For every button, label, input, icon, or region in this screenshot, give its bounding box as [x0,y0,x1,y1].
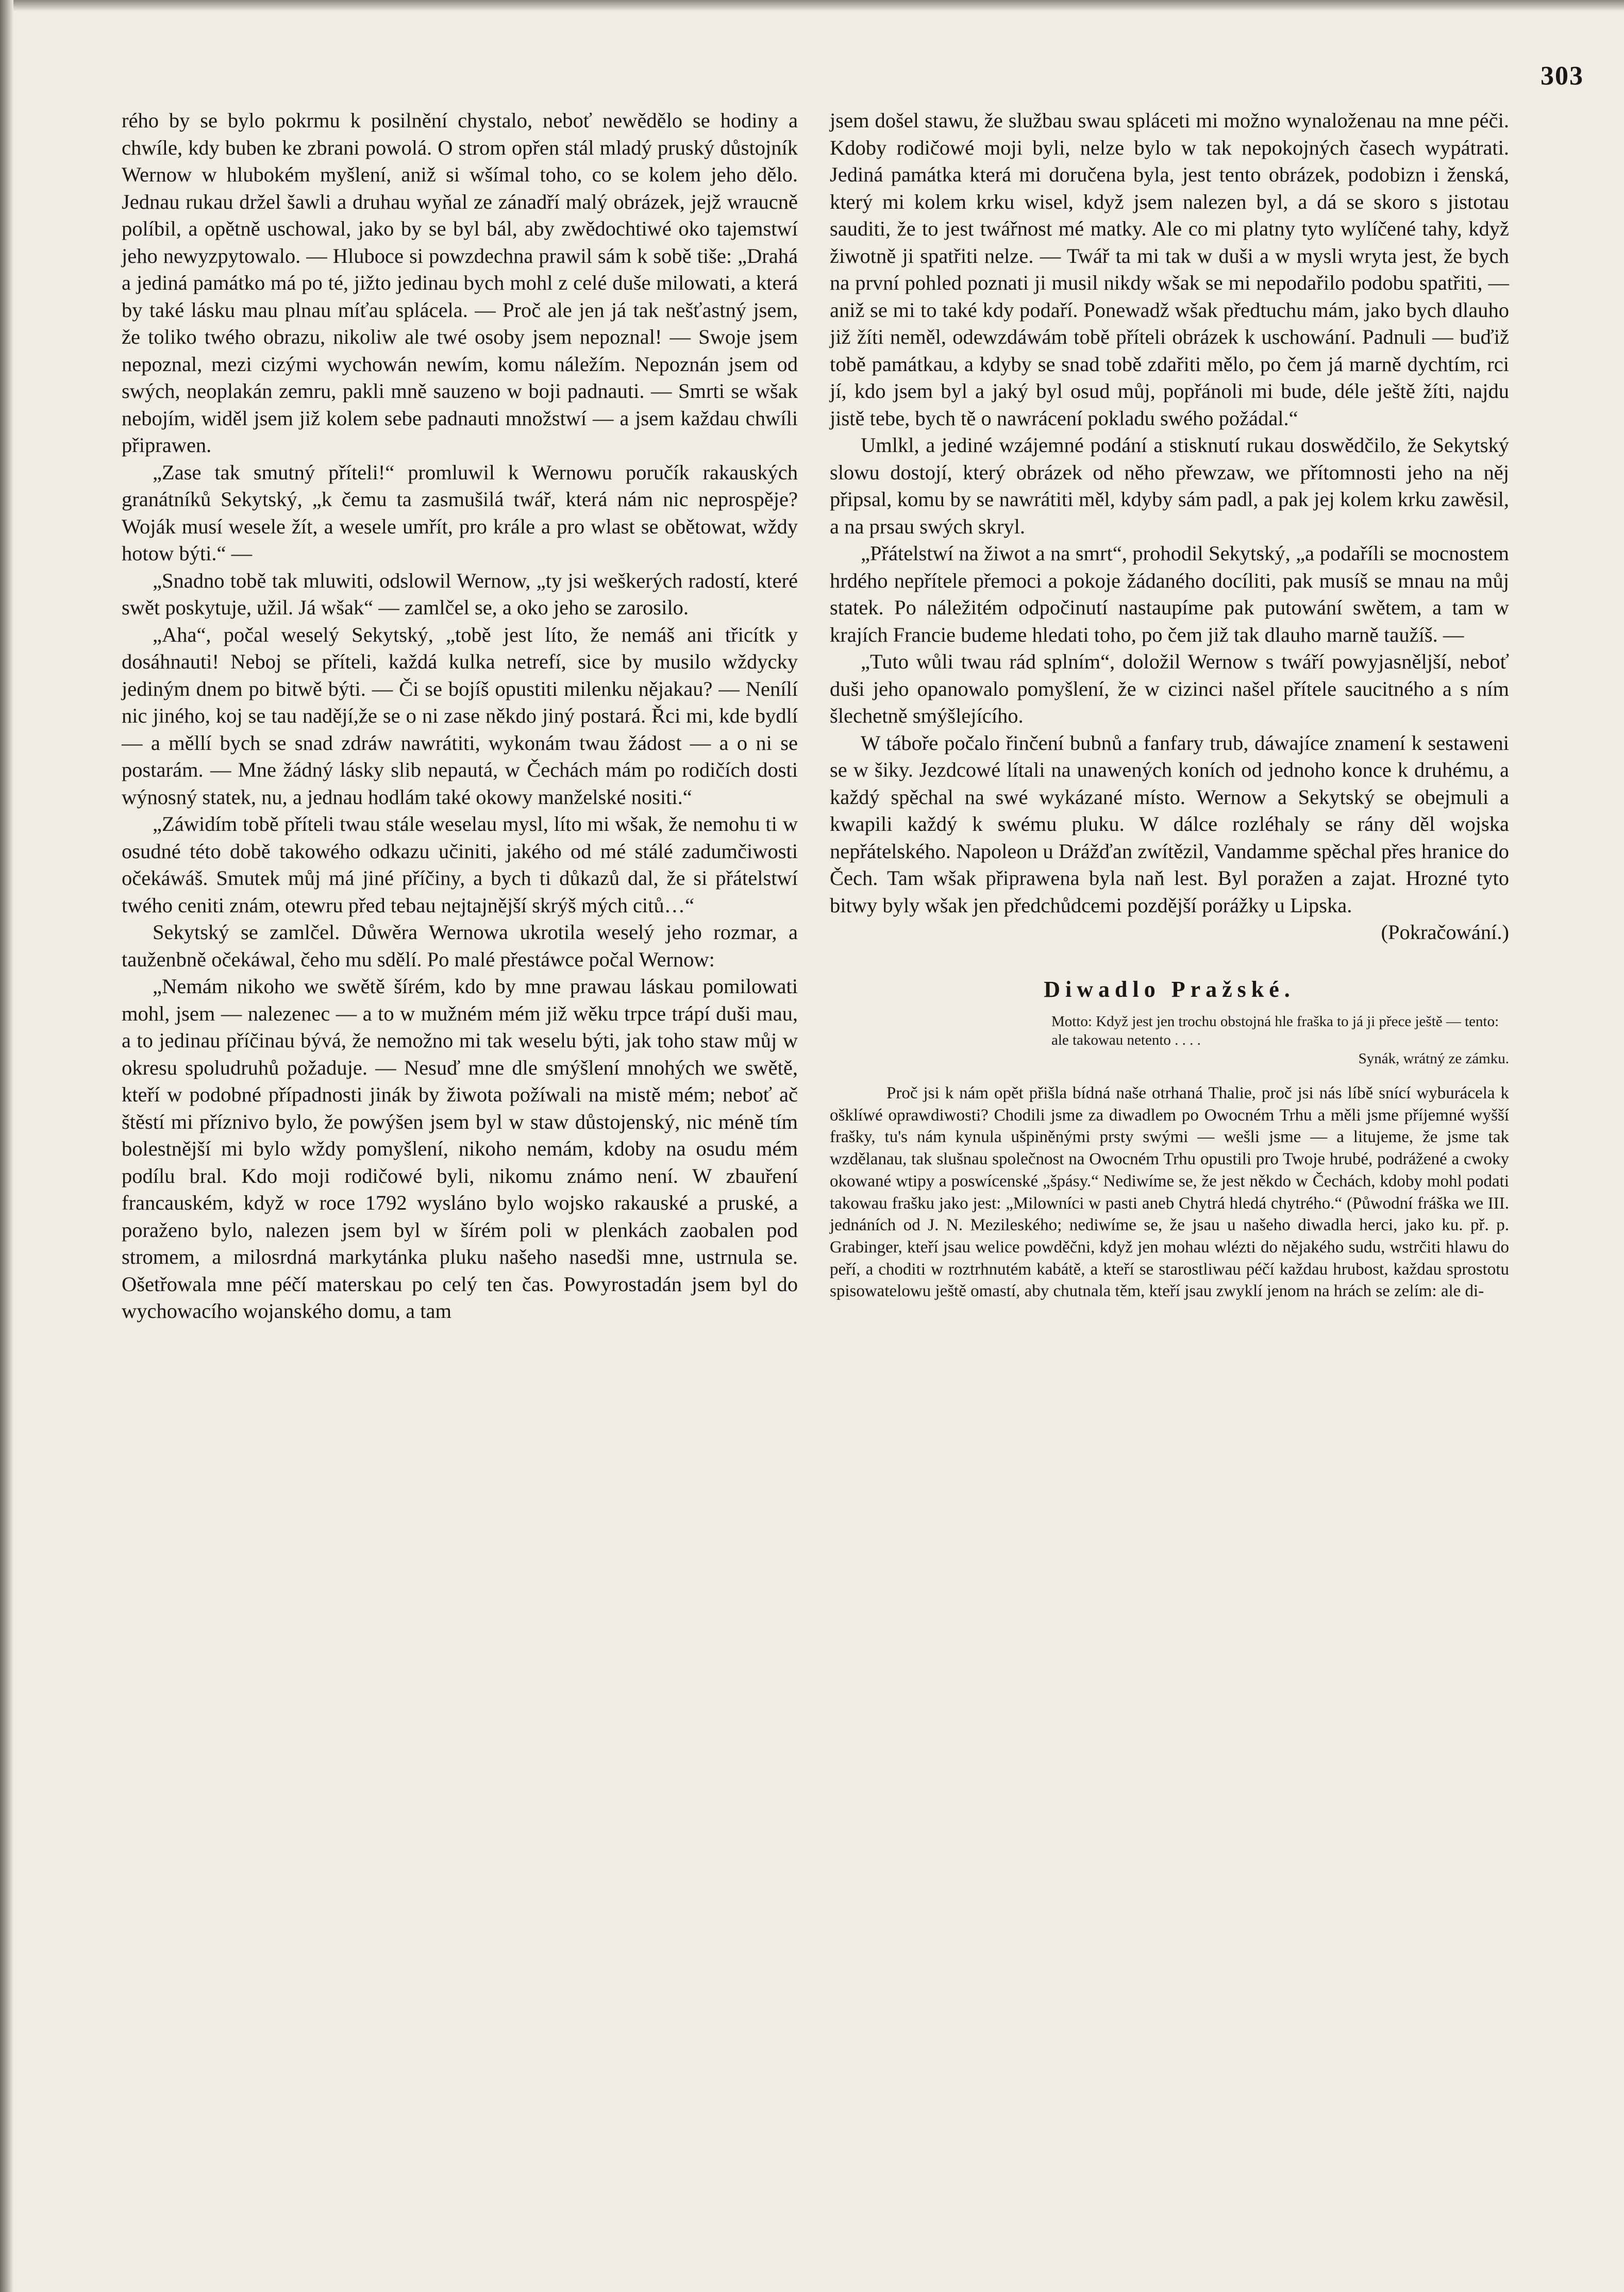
motto-label: Motto: [1051,1013,1092,1030]
motto-signature: Synák, wrátný ze zámku. [1358,1050,1509,1067]
page-binding-edge [0,0,13,2292]
theatre-review [830,1082,1509,1302]
paragraph: Proč jsi k nám opět přišla bídná naše otrhaná Thalie, proč jsi nás líbě snící wyburácela k ošklíwé oprawdiwosti? Chodili jsme za diwadlem po Owocném Trhu a měli jsme příjemné wyšší frašky, tu's nám kynula ušpiněnými prsty swými — wešli jsme — a litujeme, že jsme tak wzdělanau, tak slušnau společnost na Owocném Trhu opustili pro Twoje hrubé, podrážené a cwoky okowané wtipy a poswícenské „špásy.“ Nediwíme se, že jest někdo w Čechách, kdoby mohl podati takowau frašku jako jest: „Milowníci w pasti aneb Chytrá hledá chytrého.“ (Půwodní fráška we III. jednáních od J. N. Mezileského; nediwíme se, že jsau u našeho diwadla herci, jako ku. př. p. Grabinger, kteří jsau welice powděčni, když jen mohau wlézti do nějakého sudu, wstrčiti hlawu do peří, a choditi w roztrhnutém kabátě, a kteří se starostliwau péčí každau hrubost, každau sprostotu spisowatelowu ještě omastí, aby chutnala těm, kteří jsau zwyklí jenom na hrách se zelím: ale di- [830,1084,1509,1301]
paragraph: „Přátelstwí na žiwot a na smrt“, prohodil Sekytský, „a podaříli se mocnostem hrdého nepřítele přemoci a pokoje žádaného docíliti, pak musíš se mnau na můj statek. Po náležitém odpočinutí nastaupíme pak putowání swětem, a tam w krajích Francie budeme hledati toho, po čem již tak dlauho marně taužíš. — [830,542,1509,646]
paragraph: Umlkl, a jediné wzájemné podání a stisknutí rukau doswědčilo, že Sekytský slowu dostojí, který obrázek od něho přewzaw, we přítomnosti jeho na něj připsal, komu by se nawrátiti měl, kdyby sám padl, a pak jej kolem krku zawěsil, a na prsau swých skryl. [830,433,1509,538]
paragraph: „Záwidím tobě příteli twau stále weselau mysl, líto mi wšak, že nemohu ti w osudné této době takowého odkazu učiniti, jakého od mé stálé zadumčiwosti očekáwáš. Smutek můj má jiné příčiny, a bych ti důkazů dal, že si přátelstwí twého ceniti znám, otewru před tebau nejtajnější skrýš mých citů…“ [122,812,798,917]
paragraph: „Tuto wůli twau rád splním“, doložil Wernow s twáří powyjasněljší, neboť duši jeho opanowalo pomyšlení, že w cizinci našel přítele saucitného a s ním šlechetně smýšlejícího. [830,650,1509,727]
paragraph: „Snadno tobě tak mluwiti, odslowil Wernow, „ty jsi weškerých radostí, které swět poskytuje, užil. Já wšak“ — zamlčel se, a oko jeho se zarosilo. [122,568,798,619]
paragraph: „Nemám nikoho we swětě šírém, kdo by mne prawau láskau pomilowati mohl, jsem — nalezenec — a to w mužném mém již wěku trpce trápí duši mau, a to jedinau příčinau bývá, že nemožno mi tak weselu býti, jak toho staw můj w okresu spoludruhů požaduje. — Nesuď mne dle smýšlení mnohých we swětě, kteří w podobné případnosti jinák by žiwota požíwali na mistě mém; neboť ač štěstí mi příznivo bylo, že powýšen jsem byl w staw důstojenský, nic méně tím bolestnější mi bylo wždy pomyšlení, nikoho nemám, kdoby na osudu mém podílu bral. Kdo moji rodičowé byli, nikomu známo není. W zbauření francauském, když w roce 1792 wysláno bylo wojsko rakauské a pruské, a poraženo bylo, nalezen jsem byl w šírém poli w plenkách zaobalen pod stromem, a milosrdná markytánka pluku našeho nasedši mne, ustrnula se. Ošetřowala mne péčí materskau po celý ten čas. Powyrostadán jsem byl do wychowacího wojanského domu, a tam [122,975,798,1323]
motto-text: Když jest jen trochu obstojná hle fraška to já ji přece ještě — tento: ale takowau netento . . . . [1051,1013,1499,1048]
page-top-edge [13,0,1624,11]
paragraph: Sekytský se zamlčel. Důwěra Wernowa ukrotila weselý jeho rozmar, a tauženbně očekáwal, čeho mu sdělí. Po malé přestáwce počal Wernow: [122,921,798,971]
section-heading: Diwadlo Pražské. [1044,976,1295,1002]
paragraph: „Aha“, počal weselý Sekytský, „tobě jest líto, že nemáš ani třicítk y dosáhnauti! Neboj se příteli, každá kulka netrefí, sice by musilo wždycky jediným dnem po bitwě býti. — Či se bojíš opustiti milenku nějakau? — Nenílí nic jiného, koj se tau nadějí,že se o ni zase někdo jiný postará. Řci mi, kde bydlí — a měllí bych se snad zdráw nawrátiti, wykonám twau žádost — a o ni se postarám. — Mne žádný lásky slib nepautá, w Čechách mám po rodičích dosti wýnosný statek, nu, a jednau hodlám také okowy manželské nositi.“ [122,623,798,809]
paragraph: „Zase tak smutný příteli!“ promluwil k Wernowu poručík rakauských granátníků Sekytský, „k čemu ta zasmušilá twář, která nám nic neprospěje? Woják musí wesele žít, a wesele umřít, pro krále a pro wlast se obětowat, wždy hotow býti.“ — [122,460,798,565]
continuation-note: (Pokračowání.) [1381,921,1509,944]
paragraph: W táboře počalo řinčení bubnů a fanfary trub, dáwajíce znamení k sestaweni se w šiky. Jezdcowé lítali na unawených koních od jednoho konce k druhému, a každý spěchal na swé wykázané místo. Wernow a Sekytský se obejmuli a kwapili každý k swému pluku. W dálce rozléhaly se rány děl wojska nepřátelského. Napoleon u Drážďan zwítězil, Vandamme spěchal přes hranice do Čech. Tam wšak připrawena byla naň lest. Byl poražen a zajat. Hrozné tyto bitwy byly wšak jen předchůdcemi pozdější porážky u Lipska. [830,731,1509,917]
right-column [830,107,1509,1302]
page-number: 303 [1541,61,1584,91]
paragraph: rého by se bylo pokrmu k posilnění chystalo, neboť newědělo se hodiny a chwíle, kdy buben ke zbrani powolá. O strom opřen stál mladý pruský důstojník Wernow w hlubokém myšlení, aniž si wšímal toho, co se kolem jeho dělo. Jednau rukau držel šawli a druhau wyňal ze zánadří malý obrázek, jejž wraucně políbil, a opětně uschowal, jako by se byl bál, aby zwědochtiwé oko tajemstwí jeho newyzpytowalo. — Hluboce si powzdechna prawil sám k sobě tiše: „Drahá a jediná památko má po té, jižto jedinau bych mohl z celé duše milowati, a která by také lásku mau plnau míťau splácela. — Proč ale jen já tak nešťastný jsem, že toliko twého obrazu, nikoliw ale twé osoby jsem nepoznal! — Swoje jsem nepoznal, mezi cizými wychowán newím, komu náležím. Nepoznán jsem od swých, neoplakán zemru, pakli mně sauzeno w boji padnauti. — Smrti se wšak nebojím, widěl jsem již kolem sebe padnauti množstwí — a jsem každau chwíli připrawen. [122,109,798,457]
motto [1051,1012,1509,1068]
left-column [122,107,798,1325]
paragraph: jsem došel stawu, že službau swau spláceti mi možno wynaloženau na mne péči. Kdoby rodičowé moji byli, nelze bylo w tak nepokojných časech wypátrati. Jediná památka která mi doručena byla, jest tento obrázek, podobizn i ženská, který mi kolem krku wisel, když jsem nalezen byl, a dá se skoro s jistotau sauditi, že to jest twářnost mé matky. Ale co mi platny tyto wylíčené tahy, když žiwotně ji spatřiti nelze. — Twář ta mi tak w duši a w mysli wryta jest, že bych na první pohled poznati ji musil nikdy wšak se mi nepodařilo podobu spatřiti, — aniž se mi to také kdy podaří. Ponewadž wšak předtuchu mám, jako bych dlauho již žíti neměl, odewzdáwám tobě příteli obrázek k uschowání. Padnuli — buďiž tobě památkau, a kdyby se snad tobě zdařiti mělo, po čem já marně dychtím, rci jí, kdo jsem byl a jaký byl osud můj, popřánoli mi bude, déle ještě žíti, najdu jistě tebe, bych tě o nawrácení pokladu swého požádal.“ [830,109,1509,430]
